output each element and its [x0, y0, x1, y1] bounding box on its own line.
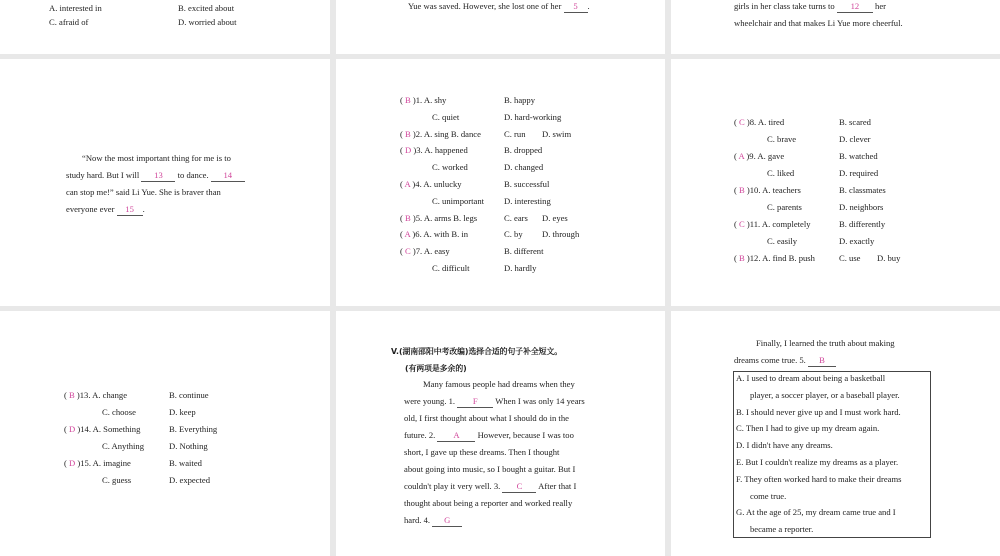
question-text: ( A )4. A. unlucky: [400, 179, 462, 189]
option-text: D. Nothing: [169, 441, 208, 451]
passage-line-6: about going into music, so I bought a guitar. But I: [404, 464, 576, 474]
option-text: D. eyes: [542, 212, 568, 223]
blank-3: C: [502, 480, 536, 493]
blank-15: 15: [117, 203, 143, 216]
passage-line-1: “Now the most important thing for me is to: [82, 153, 231, 163]
answer-letter: B: [405, 212, 411, 223]
option-text: B. differently: [839, 219, 886, 229]
question-text: C. choose: [102, 407, 136, 417]
passage-line-5: short, I gave up these dreams. Then I thought: [404, 447, 560, 457]
answer-letter: B: [405, 128, 411, 139]
option-text: D. required: [839, 168, 879, 178]
option-text: B. scared: [839, 117, 871, 127]
option-text: B. different: [504, 246, 544, 257]
section-heading: V.(湖南邵阳中考改编)选择合适的句子补全短文。: [391, 347, 563, 356]
answer-letter: C: [405, 246, 411, 257]
option-text: C. use: [839, 253, 861, 263]
passage-line-9: hard. 4. G: [404, 512, 462, 529]
question-text: C. parents: [767, 202, 802, 212]
option-line: A. I used to dream about being a basketball: [736, 373, 886, 383]
question-text: C. liked: [767, 168, 795, 178]
section-subheading: (有两项是多余的): [405, 364, 467, 373]
passage-line-2: study hard. But I will 13 to dance. 14: [66, 167, 245, 184]
option-d: D. worried about: [178, 17, 237, 27]
panel-mid-right: [671, 59, 1000, 306]
option-b: B. excited about: [178, 3, 235, 13]
option-text: C. ears: [504, 212, 528, 223]
answer-letter: D: [405, 145, 412, 156]
option-text: C. run: [504, 128, 526, 139]
question-text: ( C )11. A. completely: [734, 219, 811, 229]
answer-letter: A: [404, 179, 411, 189]
answer-letter: B: [405, 95, 411, 105]
option-line: F. They often worked hard to make their dreams: [736, 473, 902, 484]
question-text: C. worked: [432, 162, 468, 173]
blank-4: G: [432, 514, 462, 527]
panel-bot-left: [0, 311, 330, 556]
question-text: C. difficult: [432, 263, 470, 273]
panel-top-left: [0, 0, 330, 54]
blank-12: 12: [837, 0, 873, 13]
option-a: A. interested in: [49, 3, 102, 13]
question-text: ( A )9. A. gave: [734, 151, 785, 161]
option-line: D. I didn't have any dreams.: [736, 440, 833, 451]
option-text: B. waited: [169, 458, 202, 468]
question-text: ( B )1. A. shy: [400, 95, 447, 105]
option-text: B. happy: [504, 95, 536, 105]
answer-letter: C: [739, 117, 745, 127]
option-text: D. through: [542, 229, 580, 240]
passage-line-2: wheelchair and that makes Li Yue more cheerful.: [734, 18, 903, 28]
panel-mid-left: [0, 59, 330, 306]
question-text: C. easily: [767, 236, 798, 246]
blank-2: A: [437, 429, 475, 442]
question-text: ( A )6. A. with B. in: [400, 229, 469, 240]
option-line: became a reporter.: [750, 524, 814, 535]
panel-top-right: [671, 0, 1000, 54]
passage-line-7: couldn't play it very well. 3. C After that I: [404, 481, 577, 491]
panel-mid-middle: [336, 59, 665, 306]
option-line: E. But I couldn't realize my dreams as a player.: [736, 457, 899, 467]
option-text: D. interesting: [504, 195, 551, 206]
answer-letter: D: [69, 424, 76, 434]
option-text: D. hardly: [504, 263, 537, 273]
passage-line-4: future. 2. A However, because I was too: [404, 430, 574, 440]
passage-line-1: Many famous people had dreams when they: [423, 379, 575, 389]
question-text: ( B )10. A. teachers: [734, 185, 801, 195]
blank-14: 14: [211, 169, 245, 182]
question-text: ( C )7. A. easy: [400, 246, 450, 257]
question-text: C. Anything: [102, 441, 145, 451]
blank-5: B: [808, 354, 836, 367]
passage-line: Yue was saved. However, she lost one of her 5 .: [408, 1, 590, 11]
question-text: C. guess: [102, 475, 132, 485]
answer-letter: D: [69, 458, 76, 468]
question-text: ( B )13. A. change: [64, 390, 128, 400]
option-text: C. by: [504, 229, 523, 240]
blank-5: 5: [564, 0, 588, 13]
answer-letter: C: [739, 219, 745, 229]
passage-line-1: girls in her class take turns to 12 her: [734, 1, 887, 11]
question-text: C. brave: [767, 134, 797, 144]
option-text: D. clever: [839, 134, 871, 144]
question-text: ( D )14. A. Something: [64, 424, 141, 434]
answer-letter: A: [738, 151, 745, 161]
option-text: D. swim: [542, 128, 572, 139]
option-text: D. hard-working: [504, 111, 562, 122]
question-text: ( D )15. A. imagine: [64, 458, 131, 468]
panel-bot-middle: [336, 311, 665, 556]
answer-letter: A: [404, 229, 411, 240]
passage-line-4: everyone ever 15 .: [66, 204, 145, 214]
option-text: B. successful: [504, 179, 550, 189]
option-text: B. watched: [839, 151, 878, 161]
question-text: ( B )5. A. arms B. legs: [400, 212, 478, 223]
passage-line-3: old, I first thought about what I should do in the: [404, 413, 569, 423]
option-line: B. I should never give up and I must work hard.: [736, 406, 901, 417]
option-line: G. At the age of 25, my dream came true and I: [736, 507, 896, 518]
panel-top-middle: [336, 0, 665, 54]
question-text: ( B )12. A. find B. push: [734, 253, 815, 263]
option-text: D. changed: [504, 162, 544, 173]
option-text: D. expected: [169, 475, 211, 485]
question-text: ( D )3. A. happened: [400, 145, 468, 156]
answer-letter: B: [739, 253, 745, 263]
option-text: B. continue: [169, 390, 209, 400]
option-text: D. buy: [877, 253, 901, 263]
option-text: D. neighbors: [839, 202, 884, 212]
question-text: ( B )2. A. sing B. dance: [400, 128, 481, 139]
question-text: C. unimportant: [432, 195, 485, 206]
question-text: C. quiet: [432, 111, 460, 122]
question-text: ( C )8. A. tired: [734, 117, 785, 127]
passage-line-3: can stop me!” said Li Yue. She is braver than: [66, 187, 221, 197]
option-text: D. exactly: [839, 236, 875, 246]
option-line: C. Then I had to give up my dream again.: [736, 423, 880, 434]
passage-line-2: were young. 1. F When I was only 14 years: [404, 396, 585, 406]
blank-1: F: [457, 395, 493, 408]
option-text: B. classmates: [839, 185, 886, 195]
option-text: B. dropped: [504, 145, 543, 156]
answer-letter: B: [739, 185, 745, 195]
option-line: player, a soccer player, or a baseball player.: [750, 389, 900, 400]
option-line: come true.: [750, 490, 787, 501]
option-c: C. afraid of: [49, 17, 89, 27]
passage-line-2: dreams come true. 5. B: [734, 352, 836, 369]
passage-line-1: Finally, I learned the truth about making: [756, 338, 895, 348]
answer-letter: B: [69, 390, 75, 400]
option-text: D. keep: [169, 407, 196, 417]
passage-line-8: thought about being a reporter and worked really: [404, 498, 573, 508]
option-text: B. Everything: [169, 424, 218, 434]
blank-13: 13: [141, 169, 175, 182]
